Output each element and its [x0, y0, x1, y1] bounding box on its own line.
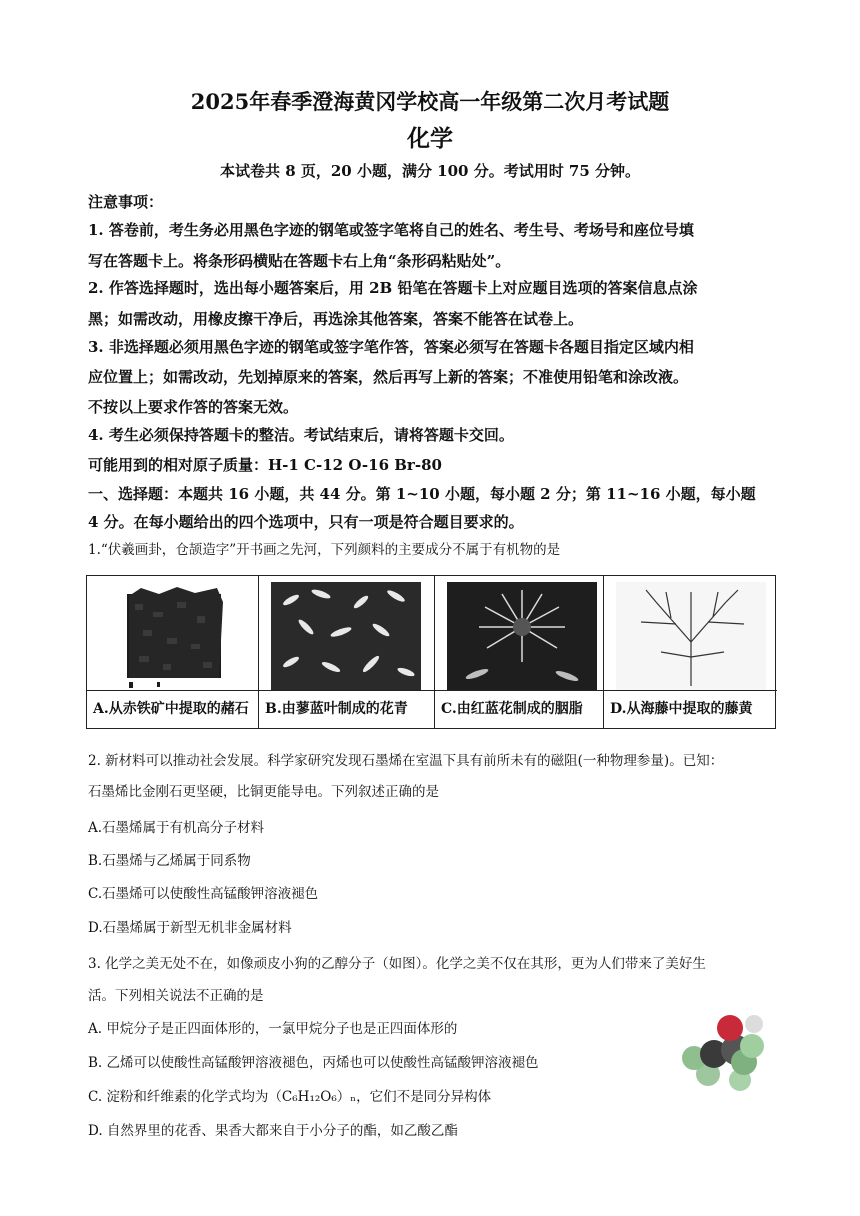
safflower-image — [447, 582, 597, 690]
option-caption: B.由蓼蓝叶制成的花青 — [259, 690, 434, 728]
option-caption: C.由红蓝花制成的胭脂 — [435, 690, 603, 728]
option-cell — [259, 576, 435, 728]
option-image-table — [86, 575, 776, 729]
exam-title: 2025年春季澄海黄冈学校高一年级第二次月考试题 — [190, 89, 670, 114]
note-line: 4. 考生必须保持答题卡的整洁。考试结束后，请将答题卡交回。 — [88, 426, 514, 444]
answer-option: A.石墨烯属于有机高分子材料 — [88, 820, 265, 836]
subject-title: 化学 — [407, 125, 453, 152]
question-stem: 石墨烯比金刚石更坚硬，比铜更能导电。下列叙述正确的是 — [88, 784, 439, 800]
answer-option: B. 乙烯可以使酸性高锰酸钾溶液褪色，丙烯也可以使酸性高锰酸钾溶液褪色 — [88, 1055, 539, 1071]
atomic-mass-line: 可能用到的相对原子质量：H-1 C-12 O-16 Br-80 — [88, 456, 442, 474]
note-line: 不按以上要求作答的答案无效。 — [88, 398, 299, 416]
note-line: 应位置上；如需改动，先划掉原来的答案，然后再写上新的答案；不准使用铅笔和涂改液。 — [88, 368, 689, 386]
option-cell — [435, 576, 604, 728]
note-line: 写在答题卡上。将条形码横贴在答题卡右上角“条形码粘贴处”。 — [88, 252, 511, 270]
answer-option: A. 甲烷分子是正四面体形的，一氯甲烷分子也是正四面体形的 — [88, 1021, 458, 1037]
question-stem: 1.“伏羲画卦，仓颉造字”开书画之先河，下列颜料的主要成分不属于有机物的是 — [88, 542, 561, 558]
answer-option: D. 自然界里的花香、果香大都来自于小分子的酯，如乙酸乙酯 — [88, 1123, 458, 1139]
question-stem: 3. 化学之美无处不在，如像顽皮小狗的乙醇分子（如图）。化学之美不仅在其形，更为人们带来了美好生 — [88, 956, 706, 972]
note-line: 1. 答卷前，考生务必用黑色字迹的钢笔或签字笔将自己的姓名、考生号、考场号和座位号填 — [88, 221, 694, 239]
option-cell — [87, 576, 259, 728]
notes-heading: 注意事项： — [88, 193, 164, 211]
answer-option: B.石墨烯与乙烯属于同系物 — [88, 853, 251, 869]
gamboge-tree-image — [616, 582, 766, 690]
option-cell — [604, 576, 777, 728]
exam-info: 本试卷共 8 页，20 小题，满分 100 分。考试用时 75 分钟。 — [219, 162, 641, 180]
answer-option: C.石墨烯可以使酸性高锰酸钾溶液褪色 — [88, 886, 319, 902]
section-heading: 一、选择题：本题共 16 小题，共 44 分。第 1~10 小题，每小题 2 分；第 11~16 小题，每小题 — [88, 485, 756, 503]
question-stem: 2. 新材料可以推动社会发展。科学家研究发现石墨烯在室温下具有前所未有的磁阻(一种物理参量)。已知： — [88, 753, 724, 769]
ethanol-molecule-image — [674, 1012, 774, 1092]
option-caption: D.从海藤中提取的藤黄 — [604, 690, 777, 728]
note-line: 黑；如需改动，用橡皮擦干净后，再选涂其他答案，答案不能答在试卷上。 — [88, 310, 584, 328]
question-stem: 活。下列相关说法不正确的是 — [88, 988, 264, 1004]
option-caption: A.从赤铁矿中提取的赭石 — [87, 690, 258, 728]
answer-option: D.石墨烯属于新型无机非金属材料 — [88, 920, 292, 936]
hematite-rock-image — [99, 582, 249, 690]
answer-option: C. 淀粉和纤维素的化学式均为（C₆H₁₂O₆）ₙ，它们不是同分异构体 — [88, 1089, 492, 1105]
section-heading: 4 分。在每小题给出的四个选项中，只有一项是符合题目要求的。 — [88, 513, 524, 531]
indigo-plant-image — [271, 582, 421, 690]
note-line: 2. 作答选择题时，选出每小题答案后，用 2B 铅笔在答题卡上对应题目选项的答案信息点涂 — [88, 279, 698, 297]
note-line: 3. 非选择题必须用黑色字迹的钢笔或签字笔作答，答案必须写在答题卡各题目指定区域内相 — [88, 338, 694, 356]
